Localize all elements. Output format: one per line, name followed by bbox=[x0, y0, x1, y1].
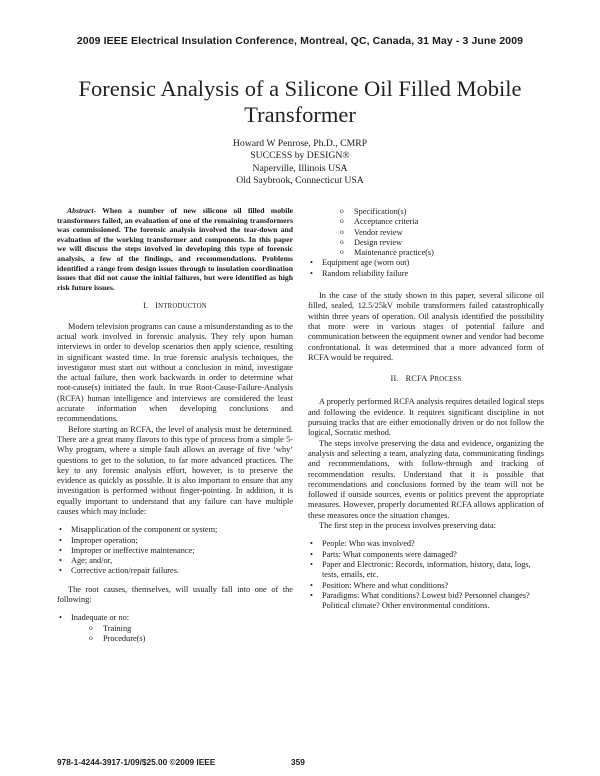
root-more-list bbox=[308, 258, 544, 279]
section-2-word: RCFA bbox=[405, 374, 428, 384]
list-item: o Specification(s) bbox=[340, 207, 544, 217]
abstract bbox=[57, 206, 293, 292]
section-2-paragraph-3: The first step in the process involves preserving data: bbox=[319, 521, 496, 531]
list-item: o Maintenance practice(s) bbox=[340, 248, 544, 258]
causes-list bbox=[57, 525, 293, 576]
section-2-rest: ROCESS bbox=[434, 376, 462, 384]
author-name: Howard W Penrose, Ph.D., CMRP bbox=[232, 138, 368, 149]
section-1-numeral: I. bbox=[143, 301, 149, 311]
author-location-2: Old Saybrook, Connecticut USA bbox=[236, 175, 364, 187]
list-item: o Procedure(s) bbox=[89, 634, 293, 644]
list-item: • Age; and/or, bbox=[57, 556, 293, 566]
footer-isbn: 978-1-4244-3917-1/09/$25.00 ©2009 IEEE bbox=[57, 757, 216, 767]
page-number: 359 bbox=[291, 757, 305, 767]
list-item: • Improper or ineffective maintenance; bbox=[57, 546, 293, 556]
section-1-cap: I bbox=[155, 301, 159, 311]
author-block bbox=[0, 138, 600, 188]
abstract-text: - When a number of new silicone oil filled mobile transformers failed, an evaluation of one of the remaining transformers was commissioned. The forensic analysis involved the tear-down and evaluation of the working transformer and components. In this paper we will discuss the steps involved in developing this type of forensic analysis, a few of the findings, and recommendations. Problems identified a range from design issues through to insulation coordination issues that did not cause the initial failures, but were identified as high risk future issues. bbox=[57, 206, 293, 292]
list-item bbox=[57, 613, 293, 644]
abstract-lead: Abstract bbox=[67, 206, 94, 215]
author-affiliation: SUCCESS by DESIGN® bbox=[250, 150, 350, 162]
list-item: o Design review bbox=[340, 238, 544, 248]
root-cause-list bbox=[57, 613, 293, 644]
list-item: • Misapplication of the component or system; bbox=[57, 525, 293, 535]
list-item: • Corrective action/repair failures. bbox=[57, 566, 293, 576]
section-1-rest: NTRODUCTON bbox=[158, 303, 207, 311]
list-item: • Paradigms: What conditions? Lowest bid? Personnel changes? Political climate? Other environmental conditions. bbox=[308, 591, 544, 612]
list-item: • Parts: What components were damaged? bbox=[308, 550, 544, 560]
list-item: • Random reliability failure bbox=[308, 269, 544, 279]
list-item: o Acceptance criteria bbox=[340, 217, 544, 227]
left-column bbox=[57, 206, 293, 652]
author-location-1: Naperville, Illinois USA bbox=[252, 162, 348, 174]
section-1-paragraph-4: In the case of the study shown in this paper, several silicone oil filled, sealed, 12.5/25kV mobile transformers failed catastrophically within three years of operation. Oil analysis identified the possibility that more were in various stages of potential failure and communication between the equipment owner and vendor had become confrontational. It was determined that a more advanced form of RCFA would be required. bbox=[308, 291, 544, 362]
list-item: • Improper operation; bbox=[57, 536, 293, 546]
title-line-2: Transformer bbox=[244, 102, 356, 127]
section-2-heading bbox=[308, 374, 544, 385]
title-line-1: Forensic Analysis of a Silicone Oil Filled Mobile bbox=[78, 76, 522, 101]
root-sublist-part-1 bbox=[71, 624, 293, 645]
section-1-heading bbox=[57, 301, 293, 312]
section-2-numeral: II. bbox=[390, 374, 399, 384]
root-main-label: Inadequate or no: bbox=[71, 613, 130, 623]
list-item: • People: Who was involved? bbox=[308, 539, 544, 549]
preserve-data-list bbox=[308, 539, 544, 611]
paper-title bbox=[40, 76, 560, 128]
list-item: • Paper and Electronic: Records, information, history, data, logs, tests, emails, etc. bbox=[308, 560, 544, 581]
section-2-paragraph-1: A properly performed RCFA analysis requires detailed logical steps and following the evidence. It requires significant discipline in not pursuing tracks that are either emotionally driven or do not follow the logical, Socratic method. bbox=[308, 397, 544, 438]
section-1-paragraph-2: Before starting an RCFA, the level of analysis must be determined. There are a great many flavors to this type of process from a simple 5-Why program, where a simple fault allows an average of five ‘why’ questions to get to the solution, to far more advanced practices. The key to any forensic analysis effort, however, is to preserve the evidence as quickly as possible. It is also important to ensure that any investigation is performed without finger-pointing. In addition, it is equally important to understand that any failure can have multiple causes which may include: bbox=[57, 424, 293, 516]
section-2-cap: P bbox=[429, 374, 435, 384]
conference-header: 2009 IEEE Electrical Insulation Conference, Montreal, QC, Canada, 31 May - 3 June 2009 bbox=[76, 35, 524, 47]
list-item: • Equipment age (worn out) bbox=[308, 258, 544, 268]
list-item: • Position: Where and what conditions? bbox=[308, 581, 544, 591]
list-item: o Vendor review bbox=[340, 228, 544, 238]
section-1-paragraph-1: Modern television programs can cause a misunderstanding as to the actual work involved in forensic analysis. They rely upon human interviews in order to develop scenarios then apply science, resulting in significant wasted time. In true forensic analysis techniques, the investigator must start out without a conclusion in mind, investigate the actual failure, then work backwards in order to determine what root-cause(s) initiated the fault. In true Root-Cause-Failure-Analysis (RCFA) human intelligence and interviews are considered the least accurate information when developing conclusions and recommendations. bbox=[57, 321, 293, 424]
section-1-paragraph-3: The root causes, themselves, will usually fall into one of the following: bbox=[57, 584, 293, 605]
root-sublist-part-2 bbox=[308, 207, 544, 258]
section-2-paragraph-2: The steps involve preserving the data and evidence, organizing the analysis and selecting a team, analyzing data, communicating findings and recommendations, with follow-through and tracking of recommendation results. Understand that it is possible that recommendations and conclusions formed by the team will not be followed if outside sources, events or politics prevent the appropriate measures. However, properly documented RCFA allows application of these measures once the situation changes. bbox=[308, 438, 544, 520]
list-item: o Training bbox=[89, 624, 293, 634]
right-column bbox=[308, 207, 544, 619]
